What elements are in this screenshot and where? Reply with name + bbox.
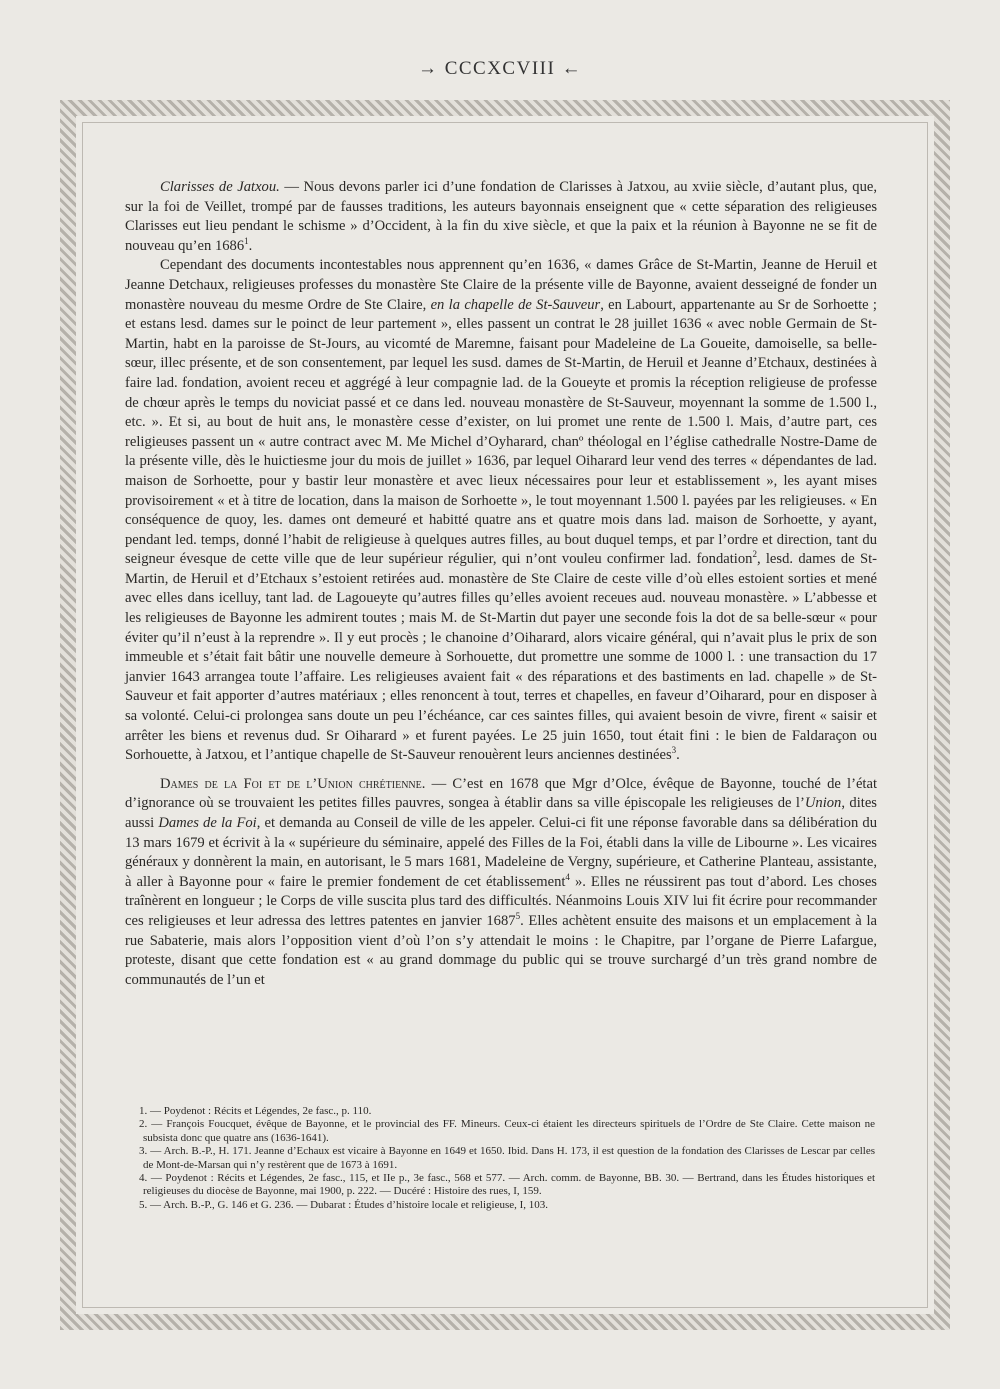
text-span: , et demanda au Conseil de ville de les appeler. Celui-ci fit une réponse favorable dans sa délibération du 13 mars 1679 et écrivit à la « supérieure du séminaire, appelé des Filles de la Foi, établi dans la ville de Libourne ». Les vicaires généraux y donnèrent la main, en autorisant, le 5 mars 1681, Madeleine de Vergny, supérieure, et Catherine Planteau, assistante, à aller à Bayonne pour « faire le premier fondement de cet établissement (125, 815, 877, 890)
text-span: , en Labourt, appartenante au Sr de Sorhoette ; et estans lesd. dames sur le poinct de leur partement », elles passent un contrat le 28 juillet 1636 « avec noble Germain de St-Martin, habt en la paroisse de St-Jours, au vicomté de Maremne, faisant pour Madeleine de La Goueite, damoiselle, sa belle-sœur, illec présente, et de son consentement, par lequel les susd. dames de St-Martin, de Heruil et Jeanne d’Etchaux, destinées à faire lad. fondation, avoient receu et aggrégé à leur compagnie lad. de la Goueyte et promis la réception religieuse de professe de chœur après le temps du noviciat passé et ce dans led. nouveau monastère de St-Sauveur, moyennant la somme de 1.500 l., etc. ». Et si, au bout de huit ans, le monastère cesse d’exister, on lui promet une rente de 1.500 l. Mais, d’autre part, ces religieuses passent un « autre contract avec M. Me Michel d’Oyharard, chanº théologal en l’église cathedralle Nostre-Dame de la présente ville, dès le huictiesme jour du mois de juillet » 1636, par lequel Oiharard leur vend des terres « dépendantes de lad. maison de Sorhoette, pour y bastir leur monastère et avec lieux nécessaires pour leur et establissement », les ayant mises provisoirement « et à titre de location, dans la maison de Sorhoette », le tout moyennant 1.500 l. payées par les religieuses. « En conséquence de quoy, les. dames ont demeuré et habitté quatre ans et quatre mois dans lad. maison de Sorhoette, y ayant, pendant led. temps, donné l’habit de religieuse à quelques autres filles, au bout duquel temps, et par l’ordre et direction, tant du seigneur évesque de cette ville que de leur supérieur régulier, qui n’ont vouleu confirmer lad. fondation (125, 296, 877, 568)
footnote: 4. — Poydenot : Récits et Légendes, 2e fasc., 115, et IIe p., 3e fasc., 568 et 577. — Arch. comm. de Bayonne, BB. 30. — Bertrand, dans les Études historiques et religieuses du diocèse de Bayonne, mai 1900, p. 222. — Ducéré : Histoire des rues, I, 159. (139, 1172, 875, 1198)
footnote: 1. — Poydenot : Récits et Légendes, 2e fasc., p. 110. (139, 1105, 372, 1117)
text-span: . (676, 747, 680, 764)
main-text (125, 178, 877, 990)
paragraph-clarisses (125, 178, 877, 256)
footnote-ref: 4 (565, 871, 570, 882)
footnote-ref: 3 (671, 745, 677, 756)
text-span: , lesd. dames de St-Martin, de Heruil et d’Etchaux s’estoient retirées aud. monastère de Ste Claire de ceste ville d’où elles estoient sorties et mené avec elles dans icelluy, tant lad. de Lagoueyte qu’autres filles qu’elles avoient receues aud. nouveau monastère. » L’abbesse et les religieuses de Bayonne les admirent toutes ; mais M. de St-Martin dut payer une seconde fois la dot de sa belle-sœur « pour éviter qu’il n’eust à la reprendre ». Il y eut procès ; le chanoine d’Oiharard, alors vicaire général, qui n’avait plus le prix de son immeuble et s’était fait bâtir une nouvelle demeure à Sorhouette, dut promettre une somme de 1000 l. : une transaction du 17 janvier 1643 arrangea toute l’affaire. Les religieuses avaient fait « des réparations et des bastiments en lad. chapelle » de St-Sauveur et fait apporter d’autres matériaux ; elles renoncent à tout, terres et chapelles, en faveur d’Oiharard, pour en disposer à sa volonté. Celui-ci prolongea sans doute un peu l’échéance, car ces saintes filles, qui avaient besoin de vivre, firent « saisir et arrêter les biens et revenus dud. Sr Oiharard » et furent payées. Le 25 juin 1650, tout était fini : le bien de Faldaraçon ou Sorhouette, à Jatxou, et l’antique chapelle de St-Sauveur renouèrent leurs anciennes destinées (125, 551, 877, 764)
text-span: . (248, 237, 253, 254)
italic-span: Dames de la Foi (158, 815, 257, 831)
section-title-dames: Dames de la Foi et de l’Union chrétienne. (160, 775, 426, 792)
text-span: . Elles achètent ensuite des maisons et un emplacement à la rue Sabaterie, mais alors l’opposition vient d’où l’on s’y attendait le moins : le Chapitre, par l’organe de Pierre Lafargue, proteste, disant que cette fondation est « au grand dommage du public qui se trouve surchargé d’un très grand nombre de communautés de l’un et (125, 912, 877, 988)
footnote-ref: 1 (244, 235, 249, 246)
text-span: , dites aussi (125, 795, 877, 831)
paragraph-dames-de-la-foi (125, 775, 877, 991)
footnote: 5. — Arch. B.-P., G. 146 et G. 236. — Dubarat : Études d’histoire locale et religieuse, I, 103. (139, 1198, 549, 1211)
text-span: — Nous devons parler ici d’une fondation de Clarisses à Jatxou, au xviie siècle, d’autant plus, que, sur la foi de Veillet, trompé par de fausses traditions, les auteurs bayonnais enseignent que « cette séparation des religieuses Clarisses eut lieu pendant le schisme » d’Occident, à la fin du xive siècle, et que la paix et la réunion à Bayonne ne se fit de nouveau qu’en 1686 (125, 179, 877, 254)
page-number-text: CCCXCVIII (444, 58, 556, 79)
section-title-clarisses: Clarisses de Jatxou. (160, 179, 280, 195)
page-number: → CCCXCVIII ← (417, 58, 583, 79)
text-span: Cependant des documents incontestables nous apprennent qu’en 1636, « dames Grâce de St-Martin, Jeanne de Heruil et Jeanne Detchaux, religieuses professes du monastère Ste Claire de la présente ville de Bayonne, avaient desseigné de fonder un monastère nouveau du mesme Ordre de Ste Claire, (125, 257, 877, 313)
italic-span: en la chapelle de St-Sauveur (430, 296, 601, 313)
footnote-ref: 5 (515, 911, 521, 922)
text-span: ». Elles ne réussirent pas tout d’abord. Les choses traînèrent en longueur ; le Corps de ville suscita plus tard des difficultés. Néanmoins Louis XIV lui fit écrire pour recommander ces religieuses et leur adressa des lettres patentes en janvier 1687 (125, 873, 877, 929)
footnote-ref: 2 (752, 549, 757, 560)
text-span: — C’est en 1678 que Mgr d’Olce, évêque de Bayonne, touché de l’état d’ignorance où se trouvaient les petites filles pauvres, songea à établir dans sa ville épiscopale les religieuses de l’ (125, 775, 878, 812)
footnotes (125, 1105, 875, 1212)
italic-span: Union (804, 795, 842, 812)
footnote: 3. — Arch. B.-P., H. 171. Jeanne d’Echaux est vicaire à Bayonne en 1649 et 1650. Ibid. Dans H. 173, il est question de la fondation des Clarisses de Lescar par celles de Mont-de-Marsan qui n’y restèrent que de 1673 à 1691. (139, 1145, 875, 1171)
footnote: 2. — François Foucquet, évêque de Bayonne, et le provincial des FF. Mineurs. Ceux-ci étaient les directeurs spirituels de l’Ordre de Ste Claire. Cette maison ne subsista donc que quatre ans (1636-1641). (139, 1118, 875, 1144)
paragraph-cependant (125, 256, 877, 765)
